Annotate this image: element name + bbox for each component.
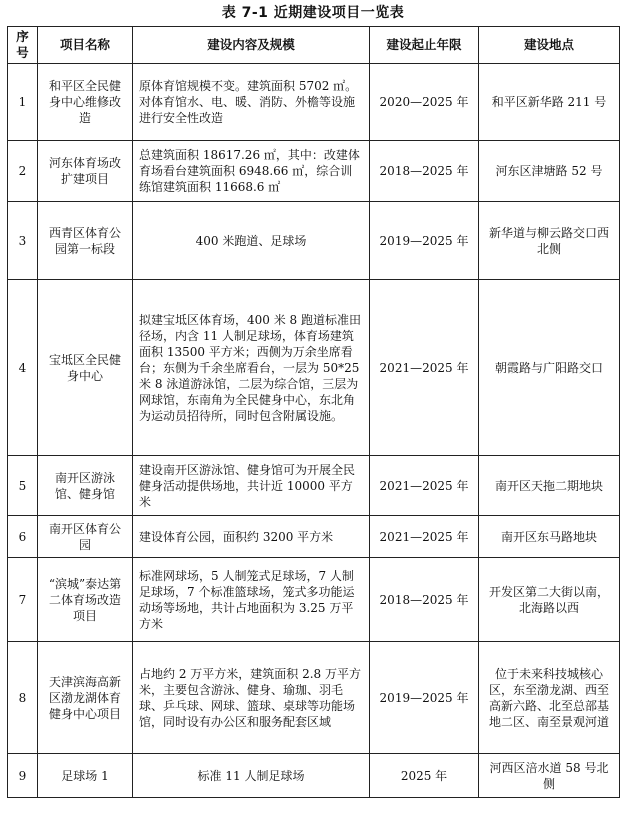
row-location: 南开区天拖二期地块 — [479, 456, 620, 516]
row-location: 河西区涪水道 58 号北侧 — [479, 754, 620, 798]
row-content: 标准 11 人制足球场 — [133, 754, 370, 798]
row-content: 原体育馆规模不变。建筑面积 5702 ㎡。对体育馆水、电、暖、消防、外檐等设施进行安全性改造 — [133, 64, 370, 141]
row-period: 2018—2025 年 — [370, 141, 479, 202]
row-content: 建设南开区游泳馆、健身馆可为开展全民健身活动提供场地，共计近 10000 平方米 — [133, 456, 370, 516]
row-seq: 8 — [8, 642, 38, 754]
row-content: 标准网球场，5 人制笼式足球场，7 人制足球场，7 个标准篮球场，笼式多功能运动场等场地，共计占地面积为 3.25 万平方米 — [133, 558, 370, 642]
table-header-row — [8, 27, 620, 64]
row-location: 和平区新华路 211 号 — [479, 64, 620, 141]
row-name: “滨城”泰达第二体育场改造项目 — [38, 558, 133, 642]
row-period: 2021—2025 年 — [370, 280, 479, 456]
row-content: 拟建宝坻区体育场，400 米 8 跑道标准田径场，内含 11 人制足球场，体育场建筑面积 13500 平方米；西侧为万余坐席看台；东侧为千余坐席看台，一层为 50*25 米 8 泳道游泳馆，二层为综合馆，三层为网球馆，东南角为全民健身中心，东北角为运动员招待所，同时包含附属设施。 — [133, 280, 370, 456]
row-seq: 1 — [8, 64, 38, 141]
row-name: 西青区体育公园第一标段 — [38, 202, 133, 280]
header-location: 建设地点 — [479, 27, 620, 64]
row-period: 2018—2025 年 — [370, 558, 479, 642]
row-name: 和平区全民健身中心维修改造 — [38, 64, 133, 141]
row-content: 建设体育公园，面积约 3200 平方米 — [133, 516, 370, 558]
table-row — [8, 202, 620, 280]
row-seq: 6 — [8, 516, 38, 558]
row-seq: 9 — [8, 754, 38, 798]
table-title: 表 7-1 近期建设项目一览表 — [221, 5, 405, 21]
row-period: 2019—2025 年 — [370, 202, 479, 280]
row-name: 河东体育场改扩建项目 — [38, 141, 133, 202]
header-content: 建设内容及规模 — [133, 27, 370, 64]
row-seq: 7 — [8, 558, 38, 642]
row-period: 2021—2025 年 — [370, 516, 479, 558]
table-row — [8, 642, 620, 754]
header-seq: 序号 — [8, 27, 38, 64]
row-period: 2025 年 — [370, 754, 479, 798]
row-name: 宝坻区全民健身中心 — [38, 280, 133, 456]
row-location: 南开区东马路地块 — [479, 516, 620, 558]
table-row — [8, 516, 620, 558]
row-seq: 5 — [8, 456, 38, 516]
row-location: 朝霞路与广阳路交口 — [479, 280, 620, 456]
project-table — [7, 26, 620, 798]
row-name: 天津滨海高新区渤龙湖体育健身中心项目 — [38, 642, 133, 754]
row-period: 2020—2025 年 — [370, 64, 479, 141]
table-row — [8, 754, 620, 798]
row-content: 总建筑面积 18617.26 ㎡，其中：改建体育场看台建筑面积 6948.66 ㎡，综合训练馆建筑面积 11668.6 ㎡ — [133, 141, 370, 202]
row-seq: 3 — [8, 202, 38, 280]
header-name: 项目名称 — [38, 27, 133, 64]
row-location: 河东区津塘路 52 号 — [479, 141, 620, 202]
table-row — [8, 280, 620, 456]
header-period: 建设起止年限 — [370, 27, 479, 64]
table-row — [8, 141, 620, 202]
row-content: 占地约 2 万平方米，建筑面积 2.8 万平方米，主要包含游泳、健身、瑜珈、羽毛球、乒乓球、网球、篮球、桌球等功能场馆，同时设有办公区和服务配套区域 — [133, 642, 370, 754]
row-period: 2021—2025 年 — [370, 456, 479, 516]
row-location: 新华道与柳云路交口西北侧 — [479, 202, 620, 280]
table-row — [8, 558, 620, 642]
table-row — [8, 64, 620, 141]
row-content: 400 米跑道、足球场 — [133, 202, 370, 280]
row-period: 2019—2025 年 — [370, 642, 479, 754]
row-location: 开发区第二大街以南，北海路以西 — [479, 558, 620, 642]
row-seq: 4 — [8, 280, 38, 456]
row-location: 位于未来科技城核心区，东至渤龙湖、西至高新六路、北至总部基地二区、南至景观河道 — [479, 642, 620, 754]
row-seq: 2 — [8, 141, 38, 202]
row-name: 南开区体育公园 — [38, 516, 133, 558]
table-row — [8, 456, 620, 516]
row-name: 南开区游泳馆、健身馆 — [38, 456, 133, 516]
row-name: 足球场 1 — [38, 754, 133, 798]
